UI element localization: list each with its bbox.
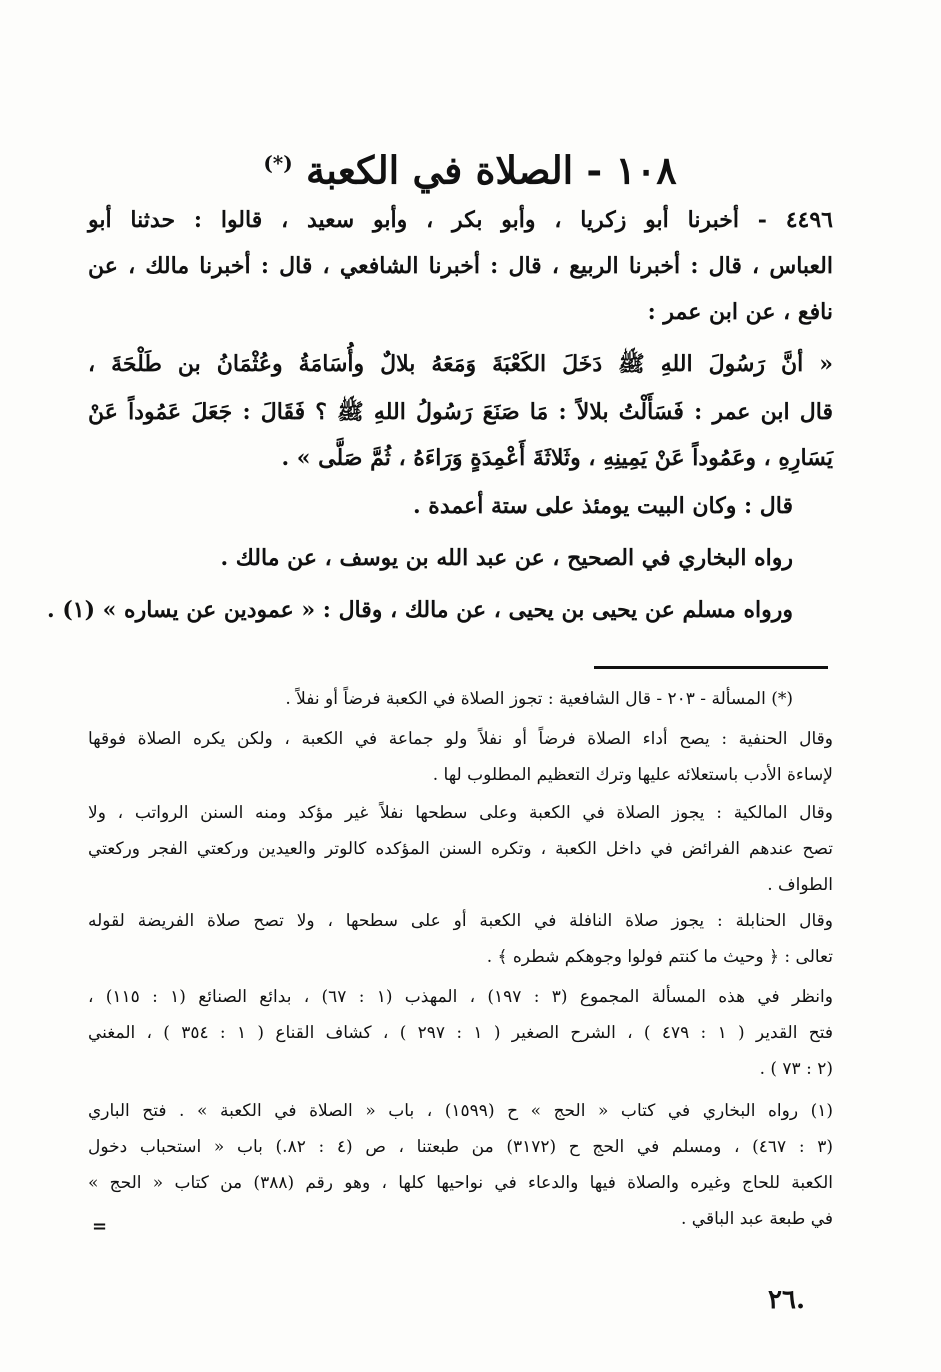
narration-note: رواه البخاري في الصحيح ، عن عبد الله بن يوسف ، عن مالك . bbox=[220, 545, 793, 571]
footnote-line: (*) المسألة - ٢٠٣ - قال الشافعية : تجوز الصلاة في الكعبة فرضاً أو نفلاً . bbox=[285, 689, 793, 709]
continuation-mark: = bbox=[92, 1216, 108, 1237]
body-line: ٤٤٩٦ - أخبرنا أبو زكريا ، وأبو بكر ، وأبو سعيد ، قالوا : حدثنا أبو bbox=[88, 207, 833, 233]
hadith-text-line: « أنَّ رَسُولَ اللهِ ﷺ دَخَلَ الكَعْبَةَ وَمَعَهُ بلالٌ وأُسَامَةُ وعُثْمَانُ بن طَلْحَةَ ، bbox=[88, 351, 833, 377]
footnote-separator bbox=[594, 666, 828, 669]
footnote-line: الكعبة للحاج وغيره والصلاة فيها والدعاء في نواحيها كلها ، وهو رقم (٣٨٨) من كتاب « الحج » bbox=[88, 1173, 833, 1193]
narration-note: ورواه مسلم عن يحيى بن يحيى ، عن مالك ، وقال : « عمودين عن يساره » (١) . bbox=[47, 597, 793, 623]
footnote-line: وقال المالكية : يجوز الصلاة في الكعبة وعلى سطحها نفلاً غير مؤكد ومنه السنن الرواتب ، ولا bbox=[88, 803, 833, 823]
footnote-line: تعالى : ﴿ وحيث ما كنتم فولوا وجوهكم شطره ﴾ . bbox=[486, 947, 833, 967]
footnote-line: الطواف . bbox=[767, 875, 833, 895]
hadith-text-line: يَسَارِهِ ، وعَمُوداً عَنْ يَمِينِهِ ، وثَلاثَةَ أَعْمِدَةٍ وَرَاءَهُ ، ثُمَّ صَلَّى » . bbox=[281, 445, 833, 471]
footnote-line: في طبعة عبد الباقي . bbox=[681, 1209, 833, 1229]
body-line: قال : وكان البيت يومئذ على ستة أعمدة . bbox=[412, 493, 793, 519]
footnote-line: وقال الحنابلة : يجوز صلاة النافلة في الكعبة أو على سطحها ، ولا تصح صلاة الفريضة لقوله bbox=[88, 911, 833, 931]
hadith-text-line: قال ابن عمر : فَسَأَلْتُ بلالاً : مَا صَنَعَ رَسُولُ اللهِ ﷺ ؟ فَقَالَ : جَعَلَ عَمُوداً عَنْ bbox=[88, 399, 833, 425]
page-number: ٢٦. bbox=[768, 1285, 805, 1315]
body-line: العباس ، قال : أخبرنا الربيع ، قال : أخبرنا الشافعي ، قال : أخبرنا مالك ، عن bbox=[88, 253, 833, 279]
footnote-line: فتح القدير ( ١ : ٤٧٩ ) ، الشرح الصغير ( ١ : ٢٩٧ ) ، كشاف القناع ( ١ : ٣٥٤ ) ، المغني bbox=[88, 1023, 833, 1043]
footnote-line: (٢ : ٧٣ ) . bbox=[759, 1059, 833, 1079]
title-footnote-mark: (*) bbox=[263, 151, 293, 175]
footnote-line: (٣ : ٤٦٧) ، ومسلم في الحج ح (٣١٧٢) من طبعتنا ، ص (٤ : ٨٢.) باب « استحباب دخول bbox=[88, 1137, 833, 1157]
footnote-line: (١) رواه البخاري في كتاب « الحج » ح (١٥٩٩) ، باب « الصلاة في الكعبة » . فتح الباري bbox=[88, 1101, 833, 1121]
section-title-text: ١٠٨ - الصلاة في الكعبة bbox=[305, 147, 677, 193]
footnote-line: وانظر في هذه المسألة المجموع (٣ : ١٩٧) ، المهذب (١ : ٦٧) ، بدائع الصنائع (١ : ١١٥) ، bbox=[88, 987, 833, 1007]
footnote-line: لإساءة الأدب باستعلائه عليها وترك التعظيم المطلوب لها . bbox=[432, 765, 833, 785]
footnote-line: وقال الحنفية : يصح أداء الصلاة فرضاً أو نفلاً ولو جماعة في الكعبة ، ولكن يكره الصلاة فوقها bbox=[88, 729, 833, 749]
section-title bbox=[200, 128, 740, 198]
body-line: نافع ، عن ابن عمر : bbox=[647, 299, 833, 325]
footnote-line: تصح عندهم الفرائض في داخل الكعبة ، وتكره السنن المؤكده كالوتر والعيدين وركعتي الفجر وركعتي bbox=[88, 839, 833, 859]
